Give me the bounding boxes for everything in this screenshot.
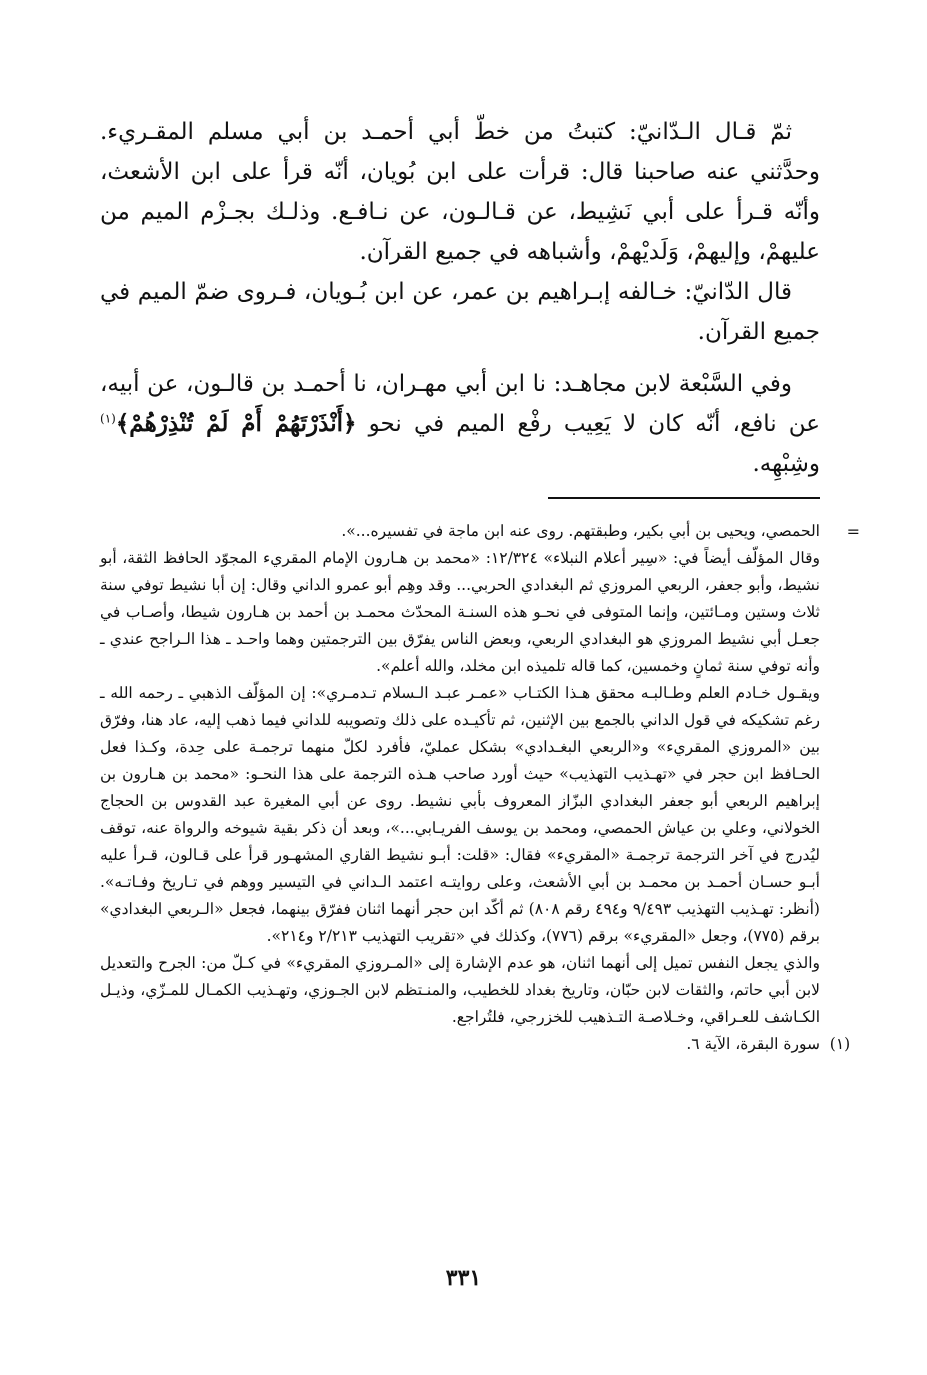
footnote-line: والذي يجعل النفس تميل إلى أنهما اثنان، هو عدم الإشارة إلى «المـروزي المقريء» في كـلّ من: الجرح والتعديل لابن أبي حاتم، والثقات لابن حبّان، وتاريخ بغداد للخطيب، والمنـتظم لابن الجـوزي، وتهـذيب الكمـال للمـزّي، وذيـل الكـاشف للعـراقي، وخـلاصـة التـذهيب للخزرجي، فلتُراجع. (100, 954, 820, 1026)
footnote-1 (100, 1031, 851, 1058)
footnote-1-number: (١) (829, 1035, 851, 1053)
paragraph-3 (100, 364, 820, 484)
footnote-line: ويقـول خـادم العلم وطـالبـه محقق هـذا الكتـاب «عمـر عبـد الـسلام تـدمـري»: إن المؤلّف الذهبي ـ رحمه الله ـ رغم تشكيكه في قول الداني بالجمع بين الإثنين، ثم تأكيـده على ذلك وتصويبه للداني فيما ذهب إليه، عاد هنا، وفرّق بين «المروزي المقريء» و«الربعي البغـدادي» بشكل عمليّ، فأفرد لكلّ منهما ترجمـة على حِدة، وكـذا فعل الحـافظ ابن حجر في «تهـذيب التهذيب» حيث أورد صاحب هـذه الترجمة على هذا النحـو: «محمد بن هـارون بن إبراهيم الربعي أبو جعفر البغدادي البزّاز المعروف بأبي نشيط. روى عن أبي المغيرة عبد القدوس بن الحجاج الخولاني، وعلي بن عياش الحمصي، ومحمد بن يوسف الفريـابي...»، وبعد أن ذكر بقية شيوخه والرواة عنه، توقف ليُدرج في آخر الترجمة ترجمـة «المقريء» فقال: «قلت: أبـو نشيط القاري المشهـور قرأ على قـالون، قـرأ عليه أبـو حسـان أحمـد بن محمـد بن أبي الأشعث، وعلى روايتـه اعتمد الـداني في التيسير ووهم في تـاريخ وفـاتـه». (أنظر: تهـذيب التهذيب ٩/٤٩٣ و٤٩٤ رقم ٨٠٨) ثم أكّد ابن حجر أنهما اثنان ففرّق بينهما، فجعل «الـربعي البغدادي» برقم (٧٧٥)، وجعل «المقريء» برقم (٧٧٦)، وكذلك في «تقريب التهذيب ٢/٢١٣ و٢١٤». (100, 684, 820, 945)
main-text (100, 112, 820, 484)
footnote-line: وقال المؤلّف أيضاً في: «سِير أعلام النبلاء» ١٢/٣٢٤: «محمد بن هـارون الإمام المقريء المجوّد الحافظ الثقة، أبو نشيط، وأبو جعفر، الربعي المروزي ثم البغدادي الحربي... وقد وهِم أبو عمرو الداني وقال: إن أبا نشيط توفي سنة ثلاث وستين ومـائتين، وإنما المتوفى في نحـو هذه السنـة المحدّث محمـد بن أحمد بن هـارون شيطا، وأصـاب في جعـل أبي نشيط المروزي هو البغدادي الربعي، وبعض الناس يفرّق بين الترجمتين وهما واحـد ـ هذا الـراجح عندي ـ وأنه توفي سنة ثمانٍ وخمسين، كما قاله تلميذه ابن مخلد، والله أعلم». (100, 549, 820, 675)
paragraph-3-text-after: وشِبْهِه. (752, 451, 820, 477)
footnote-1-text: سورة البقرة، الآية ٦. (686, 1035, 820, 1053)
paragraph-2: قال الدّانيّ: خـالفه إبـراهيم بن عمر، عن ابن بُـويان، فـروى ضمّ الميم في جميع القرآن. (100, 279, 820, 345)
footnotes (100, 518, 860, 1058)
paragraph-1: ثمّ قـال الـدّانيّ: كتبتُ من خطّ أبي أحمـد بن أبي مسلم المقـريء. وحدَّثني عنه صاحبنا قال: قرأت على ابن بُويان، أنّه قرأ على ابن الأشعث، وأنّه قـرأ على أبي نَشِيط، عن قـالـون، عن نـافـع. وذلـك بجـزْم الميم من عليهمْ، وإليهمْ، وَلَديْهمْ، وأشباهه في جميع القرآن. (100, 119, 820, 265)
footnote-line: الحمصي، ويحيى بن أبي بكير، وطبقتهم. روى عنه ابن ماجة في تفسيره...». (341, 522, 820, 540)
footnote-separator (548, 497, 820, 499)
continuation-marker: = (846, 522, 860, 541)
quran-verse: ﴿أَنْذَرْتَهُمْ أَمْ لَمْ تُنْذِرْهُمْ﴾ (115, 410, 357, 437)
page-number: ٣٣١ (445, 1265, 482, 1291)
footnote-reference: (١) (100, 411, 116, 426)
paragraph-3-text-before: وفي السَّبْعة لابن مجاهـد: نا ابن أبي مهـران، نا أحمـد بن قالـون، عن أبيه، عن نافع، أنّه كان لا يَعِيب رفْع الميم في نحو (100, 371, 820, 437)
